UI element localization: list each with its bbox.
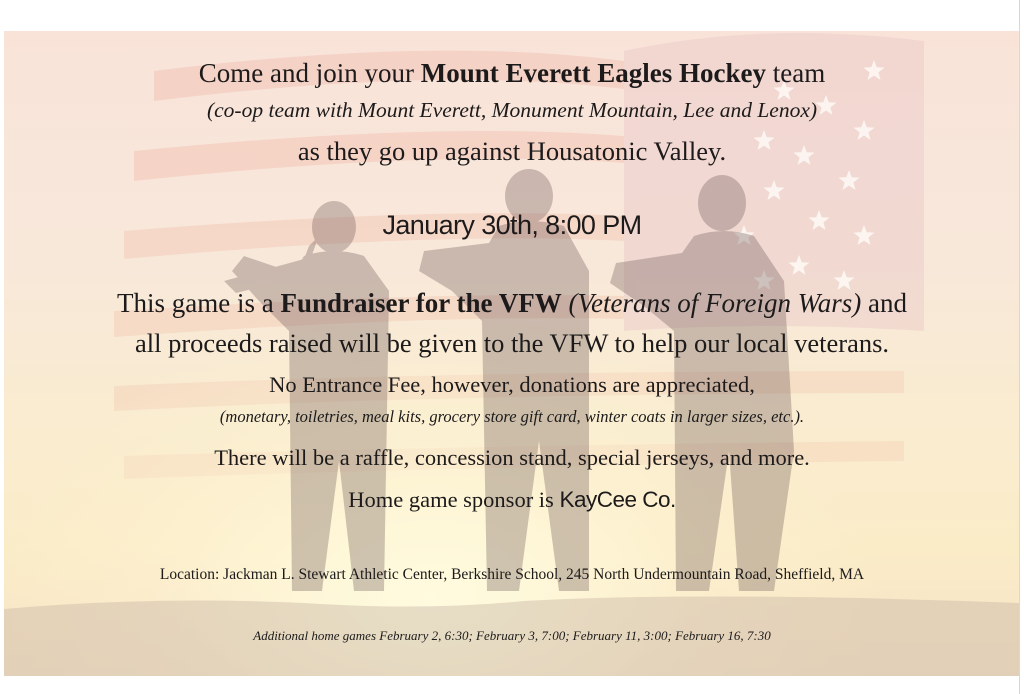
coop-team-note: (co-op team with Mount Everett, Monument Mountain, Lee and Lenox) [206,98,818,122]
additional-games-line: Additional home games February 2, 6:30; February 3, 7:00; February 11, 3:00; February 16, 7:30 [253,628,771,643]
game-date-time: January 30th, 8:00 PM [382,210,642,240]
opponent-line: as they go up against Housatonic Valley. [297,136,727,166]
fundraiser-title: Fundraiser for the VFW [280,288,562,318]
event-flyer [4,31,1020,676]
location-line: Location: Jackman L. Stewart Athletic Center, Berkshire School, 245 North Undermountain Road, Sheffield, MA [159,566,865,583]
sponsor-intro: Home game sponsor is [348,487,560,512]
sponsor-name: KayCee Co. [559,487,676,512]
headline [4,58,1020,89]
vfw-full-name: (Veterans of Foreign Wars) [568,288,862,318]
fundraiser-line [4,288,1020,319]
top-margin [0,0,1024,31]
team-name: Mount Everett Eagles Hockey [420,58,766,88]
headline-intro: Come and join your [198,58,421,88]
proceeds-line: all proceeds raised will be given to the VFW to help our local veterans. [134,328,890,358]
sponsor-line [4,487,1020,513]
donation-examples: (monetary, toiletries, meal kits, grocery store gift card, winter coats in larger sizes, etc.). [219,407,805,426]
headline-end: team [765,58,826,88]
fundraiser-end: and [861,288,907,318]
bottom-margin [0,676,1024,694]
fundraiser-intro: This game is a [117,288,281,318]
raffle-line: There will be a raffle, concession stand, special jerseys, and more. [214,445,810,470]
entrance-fee-line: No Entrance Fee, however, donations are appreciated, [269,372,755,397]
right-margin [1019,0,1024,694]
